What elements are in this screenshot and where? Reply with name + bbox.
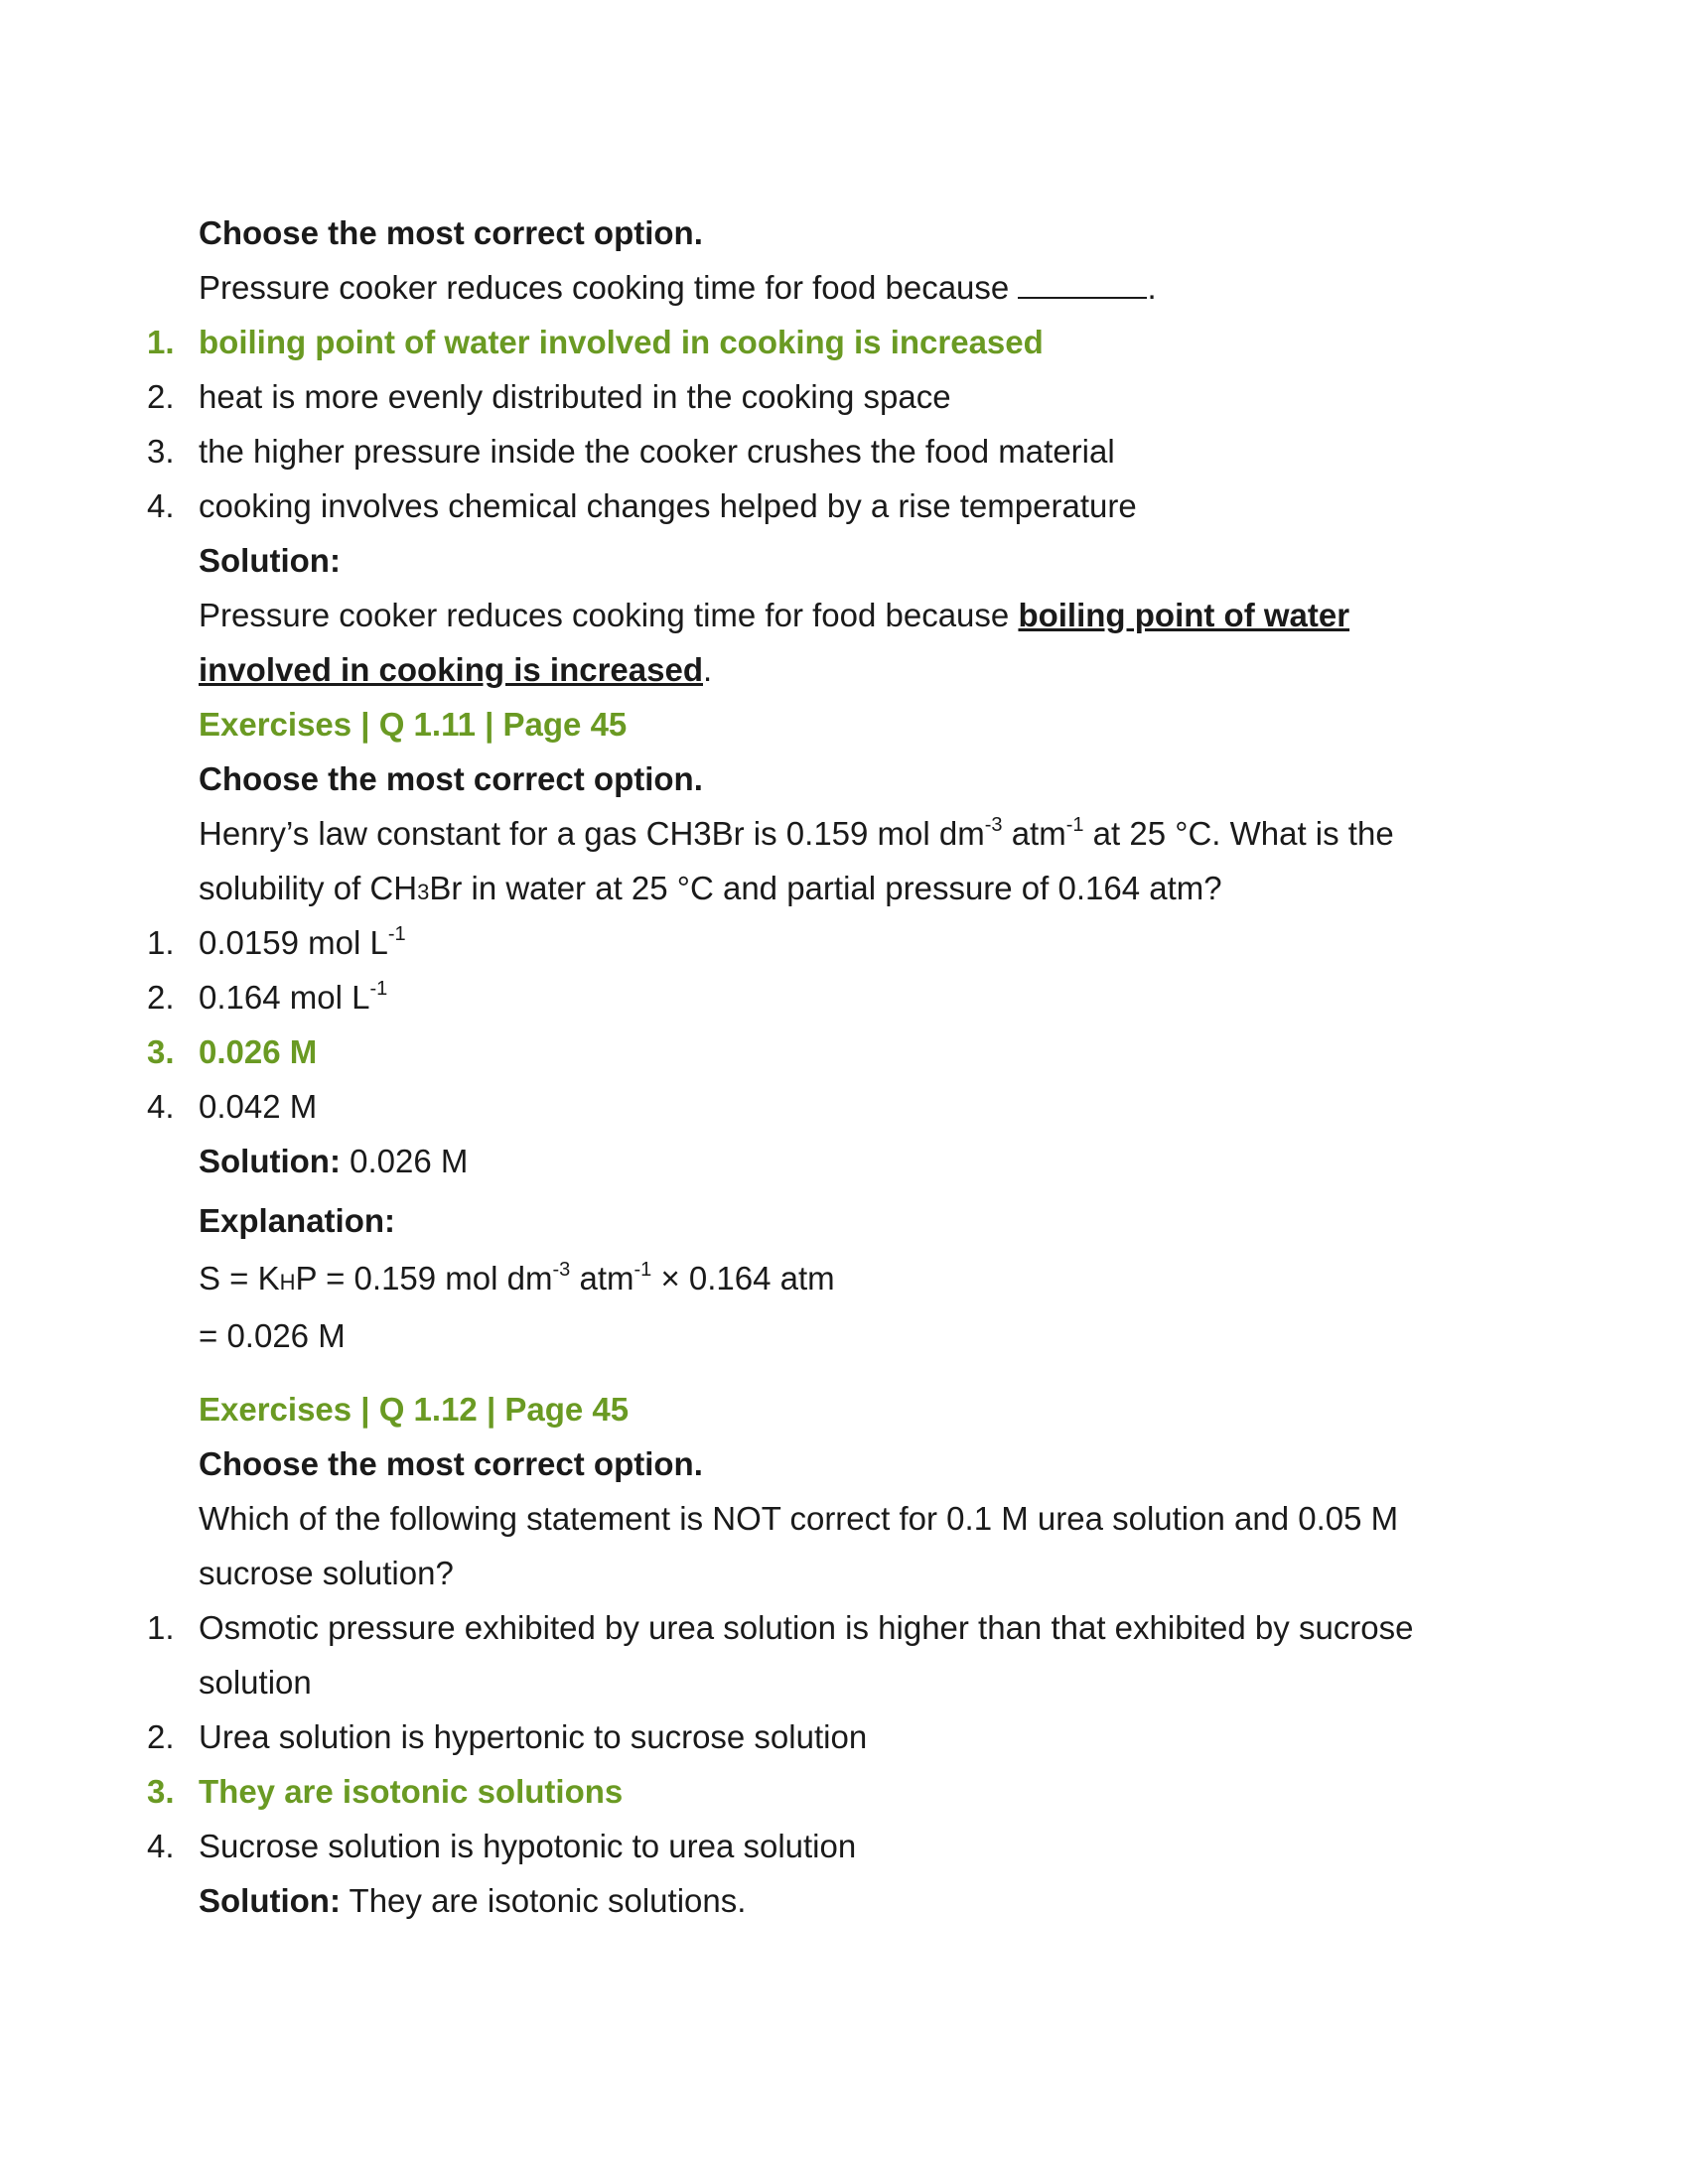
q1-option-3-number: 3. [147,433,175,470]
q3-option-2: Urea solution is hypertonic to sucrose solution [199,1718,868,1755]
q2-question-sup2: -1 [1065,814,1084,836]
q1-solution-line2 [199,650,712,690]
q2-option-1-number: 1. [147,924,175,961]
q2-question-line2-a: solubility of CH [199,870,418,906]
q2-expl-a: S = K [199,1260,280,1297]
q2-expl-d: × 0.164 atm [651,1260,835,1297]
q2-question-sup1: -3 [984,814,1003,836]
q2-option-1-text: 0.0159 mol L [199,924,388,961]
q2-question-line2-sub: 3 [417,880,430,904]
q2-explanation-line1 [199,1259,835,1302]
q3-option-4: Sucrose solution is hypotonic to urea solution [199,1828,857,1864]
q2-option-3-number: 3. [147,1033,175,1070]
q3-solution [199,1881,746,1921]
q3-question-line1: Which of the following statement is NOT correct for 0.1 M urea solution and 0.05 M [199,1500,1399,1537]
q3-heading: Choose the most correct option. [199,1445,703,1482]
q2-expl-sup2: -1 [633,1259,652,1281]
q2-reference: Exercises | Q 1.11 | Page 45 [199,706,628,743]
q1-option-2-number: 2. [147,378,175,415]
q2-question-a: Henry’s law constant for a gas CH3Br is 0.159 mol dm [199,815,985,852]
q2-question-line1 [199,814,1394,854]
q3-solution-label: Solution: [199,1882,341,1919]
q3-option-1-number: 1. [147,1609,175,1646]
q2-heading: Choose the most correct option. [199,760,703,797]
q1-solution-answer-part1: boiling point of water [1018,597,1350,633]
q3-option-1-continued: solution [199,1664,312,1701]
q2-expl-b: P = 0.159 mol dm [295,1260,553,1297]
q1-heading: Choose the most correct option. [199,214,703,251]
q2-expl-c: atm [570,1260,634,1297]
q1-option-2: heat is more evenly distributed in the cooking space [199,378,951,415]
q3-solution-text: They are isotonic solutions. [340,1882,747,1919]
q1-option-1-correct: boiling point of water involved in cooking is increased [199,324,1044,360]
q1-question-end: . [1147,269,1157,306]
q1-question [199,268,1157,308]
q2-solution-label: Solution: [199,1143,341,1179]
q2-option-2-number: 2. [147,979,175,1016]
q3-option-1: Osmotic pressure exhibited by urea solution is higher than that exhibited by sucrose [199,1609,1414,1646]
q2-option-1-sup: -1 [387,923,406,945]
q2-option-4-number: 4. [147,1088,175,1125]
q1-option-4-number: 4. [147,487,175,524]
q1-solution-label: Solution: [199,542,341,579]
answer-blank [1018,271,1147,299]
q3-option-3-number: 3. [147,1773,175,1810]
q2-option-1 [199,923,406,963]
q1-solution-prefix: Pressure cooker reduces cooking time for food because [199,597,1010,633]
q2-explanation-line2: = 0.026 M [199,1317,346,1354]
q3-question-line2: sucrose solution? [199,1555,454,1591]
q2-explanation-label: Explanation: [199,1202,396,1239]
q3-option-3-correct: They are isotonic solutions [199,1773,624,1810]
q2-option-2-text: 0.164 mol L [199,979,370,1016]
q1-question-text: Pressure cooker reduces cooking time for food because [199,269,1010,306]
q2-solution [199,1142,468,1181]
q1-option-4: cooking involves chemical changes helped by a rise temperature [199,487,1137,524]
q2-option-4: 0.042 M [199,1088,318,1125]
q2-expl-sub: H [279,1270,296,1295]
q3-option-2-number: 2. [147,1718,175,1755]
q2-expl-sup1: -3 [552,1259,571,1281]
q1-solution-answer-part2: involved in cooking is increased [199,651,703,688]
q3-reference: Exercises | Q 1.12 | Page 45 [199,1391,630,1428]
q2-option-3-correct: 0.026 M [199,1033,318,1070]
q2-solution-text: 0.026 M [340,1143,469,1179]
q2-option-2 [199,978,387,1018]
q2-question-b: atm [1002,815,1066,852]
q1-solution-line1 [199,596,1349,635]
q2-question-line2-b: Br in water at 25 °C and partial pressure of 0.164 atm? [429,870,1222,906]
q2-question-line2 [199,869,1222,912]
q3-option-4-number: 4. [147,1828,175,1864]
q1-option-1-number: 1. [147,324,175,360]
q2-question-c: at 25 °C. What is the [1083,815,1394,852]
q1-solution-end: . [703,651,713,688]
q1-option-3: the higher pressure inside the cooker crushes the food material [199,433,1115,470]
q2-option-2-sup: -1 [369,978,388,1000]
